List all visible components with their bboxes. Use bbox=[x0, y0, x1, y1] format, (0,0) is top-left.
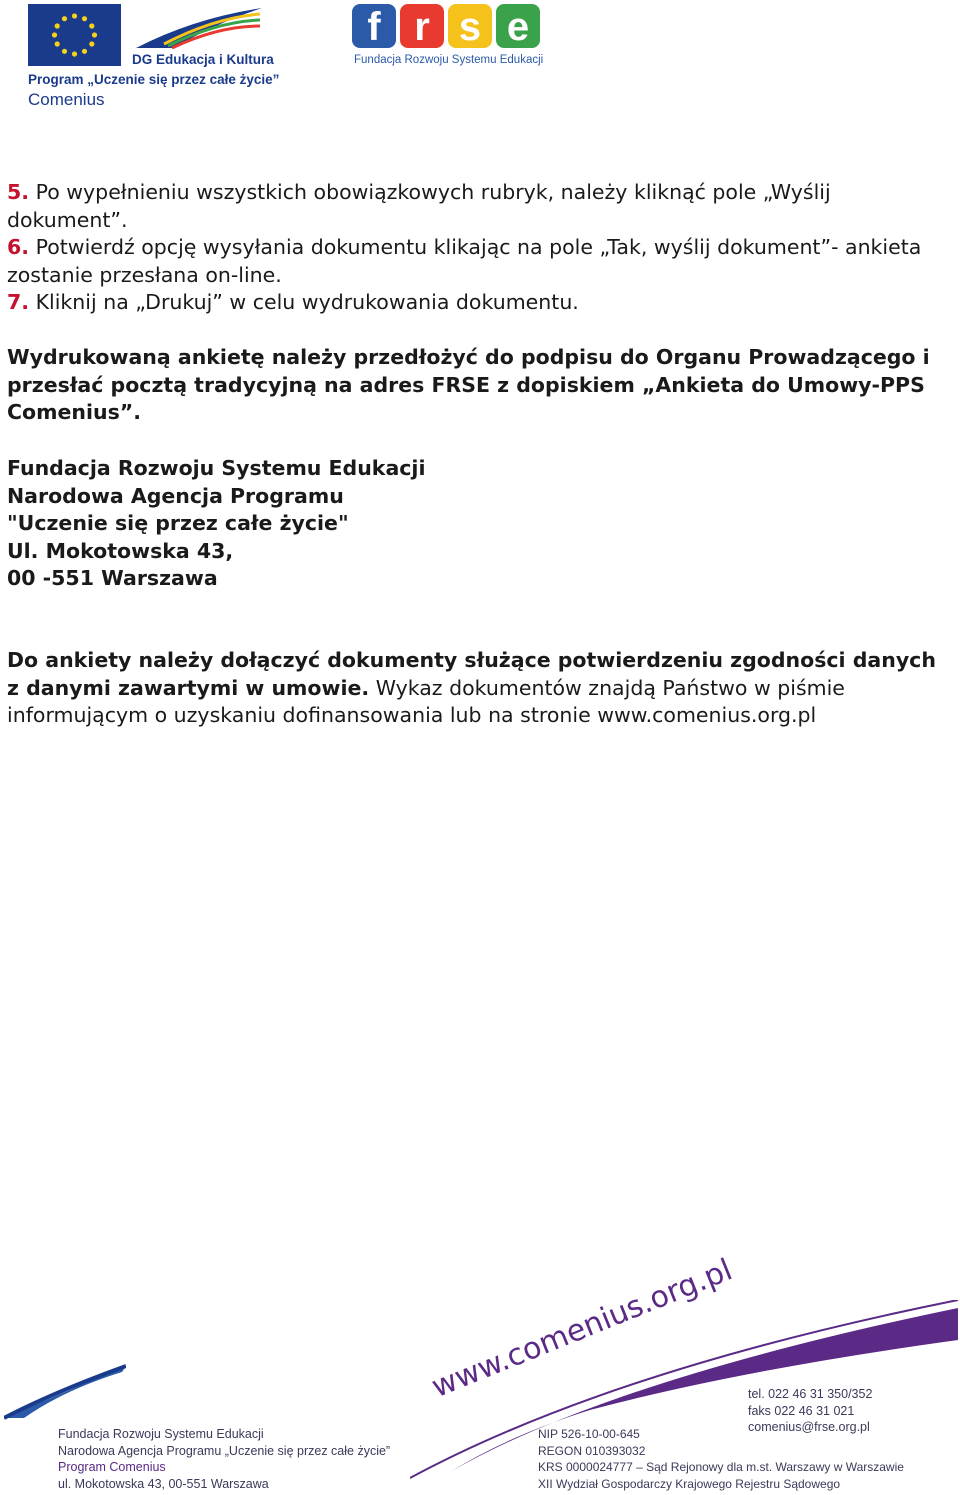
step-number: 5. bbox=[7, 180, 30, 204]
svg-text:r: r bbox=[414, 5, 430, 49]
note-bold: Do ankiety należy dołączyć dokumenty służące potwierdzeniu zgodności danych z danymi zawartymi w umowie. bbox=[7, 648, 936, 700]
attachments-note bbox=[7, 647, 942, 730]
footer-org-line: ul. Mokotowska 43, 00-551 Warszawa bbox=[58, 1476, 269, 1491]
svg-text:e: e bbox=[506, 5, 530, 49]
address-line: 00 -551 Warszawa bbox=[7, 566, 218, 590]
step-number: 6. bbox=[7, 235, 30, 259]
step-6 bbox=[7, 234, 952, 289]
address-block bbox=[7, 455, 607, 593]
frse-letters-icon bbox=[352, 2, 544, 50]
footer-registry-line: NIP 526-10-00-645 bbox=[538, 1427, 640, 1441]
footer-contact-line: comenius@frse.org.pl bbox=[748, 1420, 870, 1434]
step-text: Po wypełnieniu wszystkich obowiązkowych rubryk, należy kliknąć pole „Wyślij dokument”. bbox=[7, 180, 831, 232]
instruction-paragraph: Wydrukowaną ankietę należy przedłożyć do podpisu do Organu Prowadzącego i przesłać pocztą tradycyjną na adres FRSE z dopiskiem „Ankieta do Umowy-PPS Comenius”. bbox=[7, 345, 930, 424]
footer-url: www.comenius.org.pl bbox=[426, 1252, 738, 1405]
dg-name: DG Edukacja i Kultura bbox=[132, 52, 274, 67]
eu-flag-icon bbox=[28, 4, 121, 66]
footer-org-line: Fundacja Rozwoju Systemu Edukacji bbox=[58, 1427, 264, 1441]
footer-org-line: Narodowa Agencja Programu „Uczenie się przez całe życie” bbox=[58, 1443, 391, 1458]
footer-registry-line: XII Wydział Gospodarczy Krajowego Rejestru Sądowego bbox=[538, 1476, 841, 1491]
dg-comenius: Comenius bbox=[28, 90, 105, 109]
step-text: Kliknij na „Drukuj” w celu wydrukowania dokumentu. bbox=[35, 290, 579, 314]
svg-text:f: f bbox=[367, 5, 381, 49]
address-line: Fundacja Rozwoju Systemu Edukacji bbox=[7, 456, 426, 480]
footer-contact-line: tel. 022 46 31 350/352 bbox=[748, 1387, 873, 1401]
swoosh-icon bbox=[134, 4, 264, 54]
dg-program: Program „Uczenie się przez całe życie” bbox=[28, 72, 280, 87]
frse-logo bbox=[352, 2, 552, 72]
steps-list bbox=[7, 179, 952, 317]
dg-logo bbox=[28, 4, 280, 112]
footer-registry bbox=[538, 1426, 958, 1492]
address-line: Ul. Mokotowska 43, bbox=[7, 538, 234, 563]
footer-contact-line: faks 022 46 31 021 bbox=[748, 1403, 855, 1418]
frse-name: Fundacja Rozwoju Systemu Edukacji bbox=[354, 54, 544, 66]
footer-org bbox=[58, 1426, 438, 1492]
step-number: 7. bbox=[7, 290, 30, 314]
footer-swoosh-icon bbox=[4, 1362, 126, 1420]
address-line: "Uczenie się przez całe życie" bbox=[7, 511, 349, 535]
footer-org-line: Program Comenius bbox=[58, 1460, 166, 1474]
footer-registry-line: KRS 0000024777 – Sąd Rejonowy dla m.st. Warszawy w Warszawie bbox=[538, 1460, 904, 1474]
svg-text:s: s bbox=[458, 5, 482, 49]
step-5 bbox=[7, 179, 952, 234]
step-text: Potwierdź opcję wysyłania dokumentu klikając na pole „Tak, wyślij dokument”- ankieta zostanie przesłana on-line. bbox=[7, 235, 922, 287]
address-line: Narodowa Agencja Programu bbox=[7, 483, 344, 508]
footer-registry-line: REGON 010393032 bbox=[538, 1443, 646, 1458]
note-normal: Wykaz dokumentów znajdą Państwo w piśmie informującym o uzyskaniu dofinansowania lub na stronie www.comenius.org.pl bbox=[7, 675, 845, 727]
step-7 bbox=[7, 289, 952, 317]
